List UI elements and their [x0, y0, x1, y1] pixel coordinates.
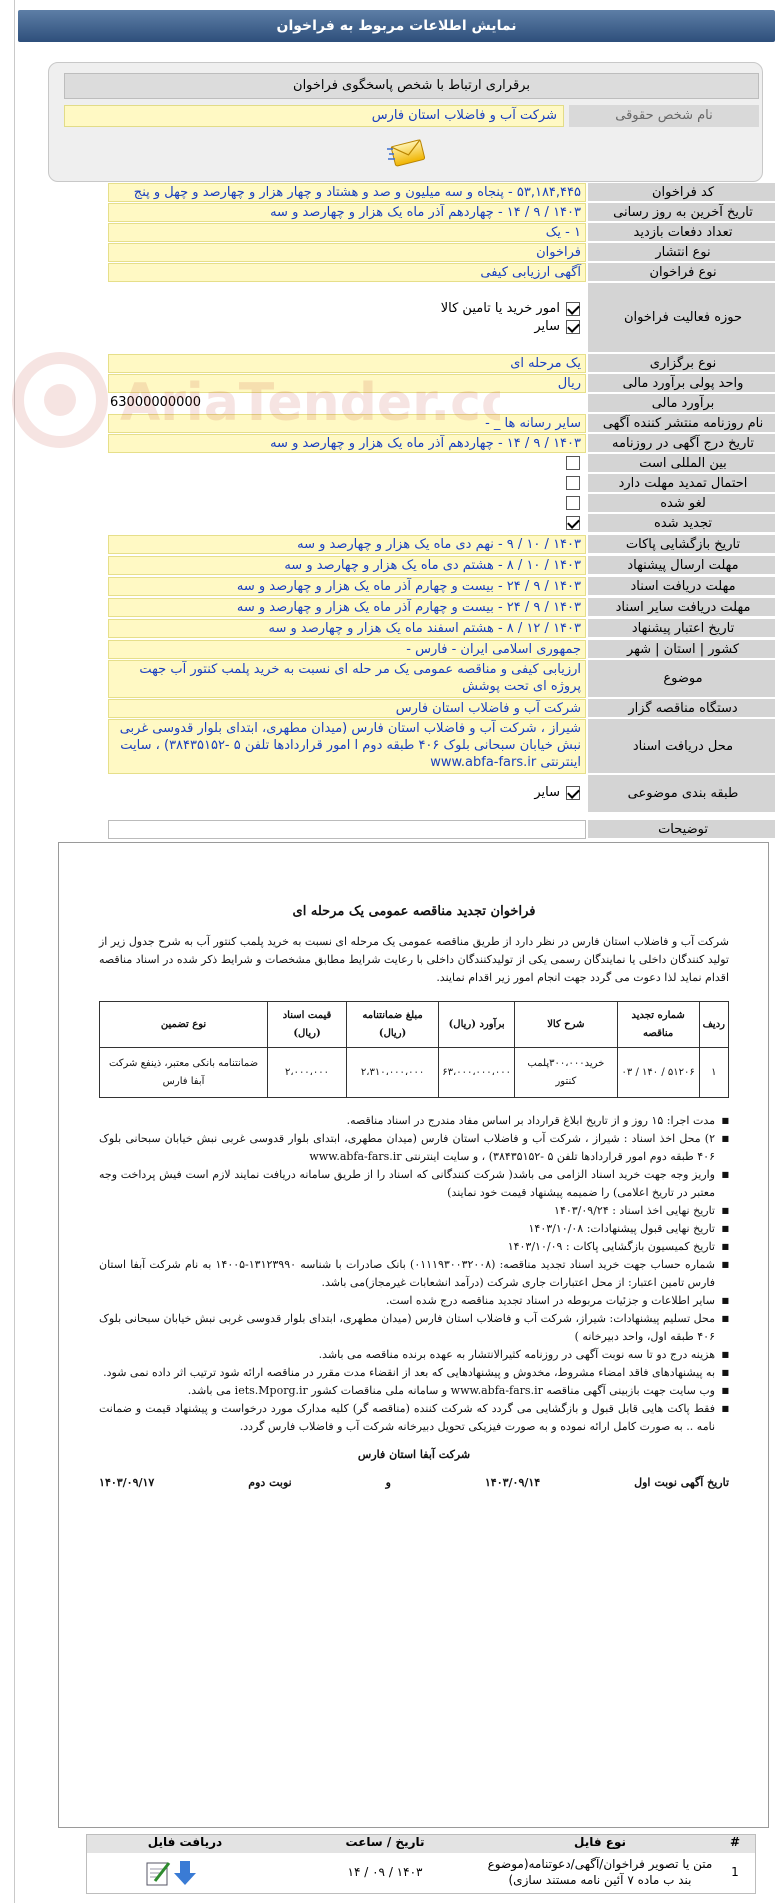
row-call-type: [108, 263, 775, 282]
announcement-item: ■ ۲) محل اخذ اسناد : شیراز ، شرکت آب و فاضلاب استان فارس (میدان مطهری، ابتدای بلوار قدوسی غربی نبش خیابان سبحانی بلوک ۴۰۶ طبقه دوم امور قراردادها تلفن ۵ -۳۸۴۳۵۱۵۲) ، و سایت اینترنتی www.abfa-fars.ir: [99, 1130, 729, 1166]
description-label: توضیحات: [588, 820, 775, 839]
announcement-image: [58, 842, 769, 1828]
announcement-dates: [99, 1474, 729, 1492]
holding-value: یک مرحله ای: [108, 354, 586, 373]
call-type-label: نوع فراخوان: [588, 263, 775, 282]
left-divider: [14, 0, 15, 1903]
estimate-label: برآورد مالی: [588, 394, 775, 413]
row-scope: [108, 283, 775, 353]
row-send-deadline: [108, 556, 775, 575]
first-notice-label: تاریخ آگهی نوبت اول: [634, 1476, 729, 1489]
file-download-actions: [145, 1859, 199, 1887]
announcement-intro: شرکت آب و فاضلاب استان فارس در نظر دارد از طریق مناقصه عمومی یک مرحله ای نسبت به خرید پلمب کنتور آب به شرح جدول زیر از تولید کنندگان داخلی یا نمایندگان رسمی یکی از تولیدکنندگان داخلی با رعایت شرایط مطابق مشخصات و شرایط ذکر شده در اسناد مناقصه اقدام نماید لذا دعوت می گردد جهت انجام امور زیر اقدام نمایند.: [99, 935, 729, 984]
renewed-checkbox[interactable]: [566, 516, 580, 530]
scope-goods-text: امور خرید یا تامین کالا: [440, 301, 560, 316]
announcement-item: ■ محل تسلیم پیشنهادات: شیراز، شرکت آب و فاضلاب استان فارس (میدان مطهری، ابتدای بلوار قدوسی غربی نبش خیابان سبحانی بلوک ۴۰۶ طبقه اول، واحد دبیرخانه ): [99, 1310, 729, 1346]
row-last-update: [108, 203, 775, 222]
announcement-item: ■ تاریخ نهایی اخذ اسناد : ۱۴۰۳/۰۹/۲۴: [99, 1202, 729, 1220]
files-table: [86, 1834, 756, 1894]
legal-entity-label: نام شخص حقوقی: [569, 105, 759, 127]
announcement-company: شرکت آبفا استان فارس: [357, 1448, 471, 1461]
estimate-value: 63000000000: [108, 394, 586, 413]
location-value: جمهوری اسلامی ایران - فارس -: [108, 640, 586, 659]
opening-label: تاریخ بازگشایی پاکات: [588, 535, 775, 554]
download-arrow-icon[interactable]: [174, 1861, 196, 1885]
envelope-icon[interactable]: [387, 137, 429, 167]
file-row-date: ۱۴۰۳ / ۰۹ / ۱۴: [347, 1865, 423, 1879]
subject-label: موضوع: [588, 660, 775, 698]
files-row: [87, 1853, 755, 1895]
row-cancelled: [108, 494, 775, 513]
row-newspaper: [108, 414, 775, 433]
visits-value: ۱ - یک: [108, 223, 586, 242]
second-notice-label: نوبت دوم: [248, 1476, 292, 1489]
and-text: و: [385, 1476, 391, 1489]
newspaper-value: سایر رسانه ها _ -: [108, 414, 586, 433]
doc-deadline-value: ۱۴۰۳ / ۹ / ۲۴ - بیست و چهارم آذر ماه یک هزار و چهارصد و سه: [108, 577, 586, 596]
send-deadline-label: مهلت ارسال پیشنهاد: [588, 556, 775, 575]
extend-label: احتمال تمدید مهلت دارد: [588, 474, 775, 493]
announcement-item: ■ مدت اجرا: ۱۵ روز و از تاریخ ابلاغ قرارداد بر اساس مفاد مندرج در اسناد مناقصه.: [99, 1112, 729, 1130]
file-row-type: متن یا تصویر فراخوان/آگهی/دعوتنامه(موضوع بند ب ماده ۷ آئین نامه مستند سازی): [487, 1857, 713, 1887]
table-cell: ضمانتنامه بانکی معتبر، ذینفع شرکت آبفا فارس: [100, 1048, 268, 1098]
subject-value: ارزیابی کیفی و مناقصه عمومی یک مر حله ای نسبت به خرید پلمب کنتور آب جهت پروژه ای تحت پوشش: [108, 660, 586, 698]
other-doc-deadline-label: مهلت دریافت سایر اسناد: [588, 598, 775, 617]
visits-label: تعداد دفعات بازدید: [588, 223, 775, 242]
international-label: بین المللی است: [588, 454, 775, 473]
category-option-other[interactable]: [534, 785, 580, 800]
row-extend: [108, 474, 775, 493]
row-international: [108, 454, 775, 473]
row-other-doc-deadline: [108, 598, 775, 617]
table-header-cell: شرح کالا: [515, 1002, 618, 1048]
last-update-value: ۱۴۰۳ / ۹ / ۱۴ - چهاردهم آذر ماه یک هزار و چهارصد و سه: [108, 203, 586, 222]
extend-checkbox[interactable]: [566, 476, 580, 490]
table-header-cell: شماره تجدید مناقصه: [617, 1002, 699, 1048]
row-doc-place: [108, 719, 775, 774]
announcement-item: ■ به پیشنهادهای فاقد امضاء مشروط، مخدوش و پیشنهادهایی که بعد از انقضاء مدت مقرر در مناقصه ارائه شود ترتیب اثر داده نمی شود.: [99, 1364, 729, 1382]
currency-label: واحد پولی برآورد مالی: [588, 374, 775, 393]
scope-option-goods[interactable]: [441, 301, 580, 316]
table-cell: ۲،۰۰۰،۰۰۰: [268, 1048, 347, 1098]
renewed-label: تجدید شده: [588, 514, 775, 533]
validity-label: تاریخ اعتبار پیشنهاد: [588, 619, 775, 638]
row-subject: [108, 660, 775, 698]
legal-entity-value: شرکت آب و فاضلاب استان فارس: [64, 105, 564, 127]
page-title: نمایش اطلاعات مربوط به فراخوان: [276, 18, 517, 34]
scope-label: حوزه فعالیت فراخوان: [588, 283, 775, 353]
description-value: [108, 820, 586, 839]
files-col-num: #: [729, 1835, 741, 1849]
announcement-item: ■ هزینه درج دو تا سه نوبت آگهی در روزنامه کثیرالانتشار به عهده برنده مناقصه می باشد.: [99, 1346, 729, 1364]
code-label: کد فراخوان: [588, 183, 775, 202]
table-cell: ۱: [699, 1048, 728, 1098]
announcement-item: ■ شماره حساب جهت خرید اسناد تجدید مناقصه: (۰۱۱۱۹۳۰۰۳۲۰۰۸) بانک صادرات با شناسه ۱۳۱۲۳۹۹۰-۱۴۰۰۵ به نام شرکت آبفا استان فارس تامین اعتبار: از محل اعتبارات جاری شرکت (درآمد انشعابات غیرمجاز)می باشد.: [99, 1256, 729, 1292]
code-value: ۵۳,۱۸۴,۴۴۵ - پنجاه و سه میلیون و صد و هشتاد و چهار هزار و چهارصد و چهل و پنج: [108, 183, 586, 202]
row-opening: [108, 535, 775, 554]
last-update-label: تاریخ آخرین به روز رسانی: [588, 203, 775, 222]
organization-label: دستگاه مناقصه گزار: [588, 699, 775, 718]
table-header-cell: نوع تضمین: [100, 1002, 268, 1048]
currency-value: ریال: [108, 374, 586, 393]
announcement-item: ■ سایر اطلاعات و جزئیات مربوطه در اسناد تجدید مناقصه درج شده است.: [99, 1292, 729, 1310]
table-header-cell: قیمت اسناد (ریال): [268, 1002, 347, 1048]
announcement-item: ■ وب سایت جهت بازبینی آگهی مناقصه www.abfa-fars.ir و سامانه ملی مناقصات کشور iets.Mporg.ir می باشد.: [99, 1382, 729, 1400]
row-description: [108, 820, 775, 839]
table-cell: ۶۳،۰۰۰،۰۰۰،۰۰۰: [439, 1048, 515, 1098]
newspaper-date-label: تاریخ درج آگهی در روزنامه: [588, 434, 775, 453]
second-notice-date: ۱۴۰۳/۰۹/۱۷: [99, 1476, 155, 1489]
doc-deadline-label: مهلت دریافت اسناد: [588, 577, 775, 596]
validity-value: ۱۴۰۳ / ۱۲ / ۸ - هشتم اسفند ماه یک هزار و چهارصد و سه: [108, 619, 586, 638]
doc-place-label: محل دریافت اسناد: [588, 719, 775, 774]
row-validity: [108, 619, 775, 638]
files-col-date: تاریخ / ساعت: [345, 1835, 425, 1849]
row-organization: [108, 699, 775, 718]
table-cell: ۵۱۲۰۶ / ۱۴۰ / ۰۳: [617, 1048, 699, 1098]
table-row: [100, 1048, 729, 1098]
row-holding: [108, 354, 775, 373]
files-table-header: [87, 1835, 755, 1853]
row-currency: [108, 374, 775, 393]
row-renewed: [108, 514, 775, 533]
newspaper-label: نام روزنامه منتشر کننده آگهی: [588, 414, 775, 433]
file-row-number: 1: [731, 1865, 739, 1879]
category-other-text: سایر: [534, 785, 560, 800]
scope-other-text: سایر: [534, 319, 560, 334]
holding-label: نوع برگزاری: [588, 354, 775, 373]
doc-place-value: شیراز ، شرکت آب و فاضلاب استان فارس (میدان مطهری، ابتدای بلوار قدوسی غربی نبش خیابان سبحانی بلوک ۴۰۶ طبقه دوم ا امور قراردادها تلفن ۵ -۳۸۴۳۵۱۵۲) ، سایت اینترنتی www.abfa-fars.ir: [108, 719, 586, 774]
cancelled-checkbox[interactable]: [566, 496, 580, 510]
table-cell: خرید۳۰۰،۰۰۰پلمب کنتور: [515, 1048, 618, 1098]
announcement-item: ■ فقط پاکت هایی قابل قبول و بازگشایی می گردد که شرکت کننده (مناقصه گر) کلیه مدارک مورد درخواست و پیشنهاد قیمت و ضمانت نامه .. به صورت کامل ارائه نموده و به صورت فیزیکی تحویل دبیرخانه شرکت آب و فاضلاب فارس گردد.: [99, 1400, 729, 1436]
location-label: کشور | استان | شهر: [588, 640, 775, 659]
announcement-item: ■ تاریخ نهایی قبول پیشنهادات: ۱۴۰۳/۱۰/۰۸: [99, 1220, 729, 1238]
row-estimate: [108, 394, 775, 413]
edit-icon[interactable]: [147, 1863, 169, 1885]
announcement-item: ■ واریز وجه جهت خرید اسناد الزامی می باشد( شرکت کنندگانی که اسناد را از طریق سامانه دریافت نمایند لازم است فیش پرداخت وجه معتبر در تاریخ اعلامی) را ضمیمه پیشنهاد قیمت خود نمایند): [99, 1166, 729, 1202]
category-other-checkbox[interactable]: [566, 786, 580, 800]
announcement-table: [99, 1001, 729, 1098]
table-header-cell: برآورد (ریال): [439, 1002, 515, 1048]
row-publish-type: [108, 243, 775, 262]
row-code: [108, 183, 775, 202]
other-doc-deadline-value: ۱۴۰۳ / ۹ / ۲۴ - بیست و چهارم آذر ماه یک هزار و چهارصد و سه: [108, 598, 586, 617]
announcement-item: ■ تاریخ کمیسیون بازگشایی پاکات : ۱۴۰۳/۱۰/۰۹: [99, 1238, 729, 1256]
announcement-content: [99, 903, 729, 1492]
contact-title: برقراری ارتباط با شخص پاسخگوی فراخوان: [64, 73, 759, 99]
publish-type-label: نوع انتشار: [588, 243, 775, 262]
scope-option-other[interactable]: [534, 319, 580, 334]
files-col-download: دریافت فایل: [147, 1835, 223, 1849]
table-header-cell: مبلغ ضمانتنامه (ریال): [346, 1002, 438, 1048]
organization-value: شرکت آب و فاضلاب استان فارس: [108, 699, 586, 718]
first-notice-date: ۱۴۰۳/۰۹/۱۴: [484, 1476, 541, 1489]
table-header-cell: ردیف: [699, 1002, 728, 1048]
row-visits: [108, 223, 775, 242]
page-title-bar: [18, 10, 775, 42]
opening-value: ۱۴۰۳ / ۱۰ / ۹ - نهم دی ماه یک هزار و چهارصد و سه: [108, 535, 586, 554]
row-location: [108, 640, 775, 659]
newspaper-date-value: ۱۴۰۳ / ۹ / ۱۴ - چهاردهم آذر ماه یک هزار و چهارصد و سه: [108, 434, 586, 453]
contact-panel: [48, 62, 763, 182]
row-category: [108, 775, 775, 813]
table-cell: ۲،۳۱۰،۰۰۰،۰۰۰: [346, 1048, 438, 1098]
row-newspaper-date: [108, 434, 775, 453]
announcement-title: فراخوان تجدید مناقصه عمومی یک مرحله ای: [292, 904, 536, 919]
announcement-table-header: [100, 1002, 729, 1048]
category-label: طبقه بندی موضوعی: [588, 775, 775, 813]
scope-other-checkbox[interactable]: [566, 320, 580, 334]
scope-goods-checkbox[interactable]: [566, 302, 580, 316]
publish-type-value: فراخوان: [108, 243, 586, 262]
files-col-type: نوع فایل: [574, 1835, 626, 1849]
row-doc-deadline: [108, 577, 775, 596]
call-type-value: آگهی ارزیابی کیفی: [108, 263, 586, 282]
international-checkbox[interactable]: [566, 456, 580, 470]
cancelled-label: لغو شده: [588, 494, 775, 513]
send-deadline-value: ۱۴۰۳ / ۱۰ / ۸ - هشتم دی ماه یک هزار و چهارصد و سه: [108, 556, 586, 575]
